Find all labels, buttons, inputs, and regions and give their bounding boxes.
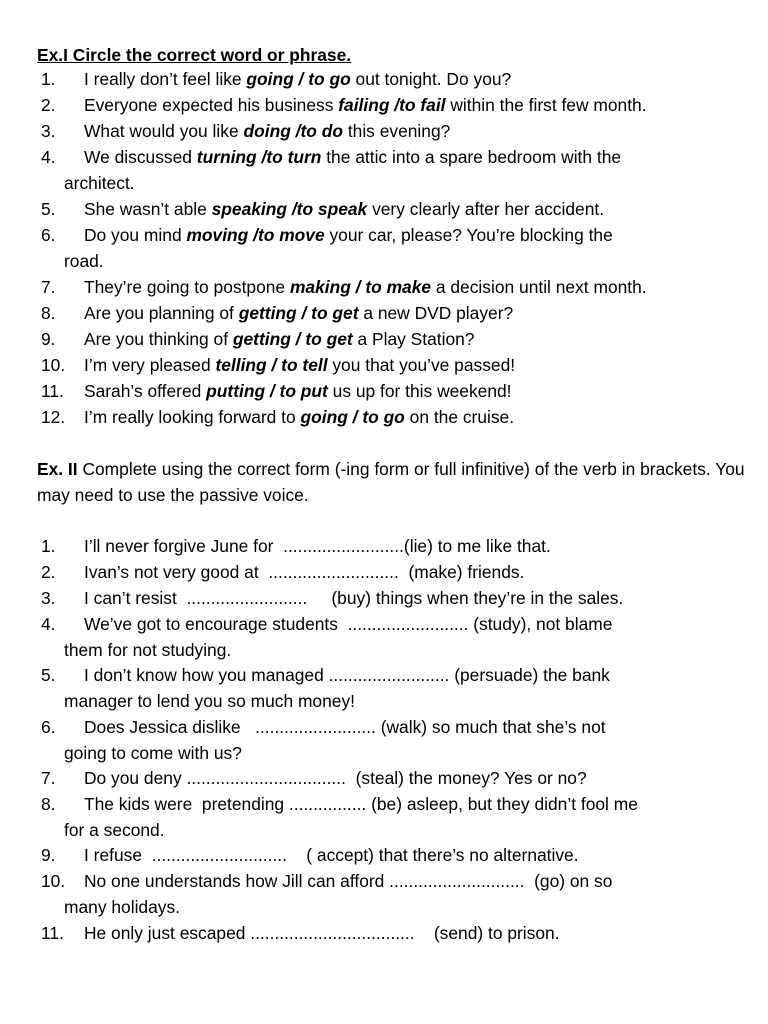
item-sentence — [84, 223, 613, 249]
item-number: 3. — [41, 121, 56, 141]
sentence-continuation: them for not studying. — [64, 639, 232, 660]
item-sentence — [84, 197, 604, 223]
sentence-continuation: for a second. — [64, 819, 165, 840]
item-number: 2. — [41, 562, 56, 582]
item-sentence — [84, 327, 474, 353]
fill-in-sentence[interactable]: The kids were pretending ................ (be) asleep, but they didn’t fool me — [84, 794, 638, 814]
exercise-2-heading — [37, 457, 757, 509]
sentence-start: What would you like — [84, 121, 244, 141]
sentence-start: Do you mind — [84, 225, 187, 245]
item-number: 11. — [41, 923, 64, 943]
item-number: 9. — [41, 845, 56, 865]
sentence-end: within the first few month. — [445, 95, 647, 115]
answer-options[interactable]: turning /to turn — [196, 147, 322, 167]
sentence-end: a decision until next month. — [431, 277, 647, 297]
fill-in-sentence[interactable]: Does Jessica dislike ......................... (walk) so much that she’s not — [84, 717, 606, 737]
item-sentence — [84, 379, 512, 405]
sentence-end: a Play Station? — [352, 329, 475, 349]
sentence-start: They’re going to postpone — [84, 277, 290, 297]
item-number: 6. — [41, 717, 56, 737]
fill-in-sentence[interactable]: I don’t know how you managed ......................... (persuade) the bank — [84, 665, 610, 685]
item-number: 10. — [41, 355, 66, 375]
item-sentence — [84, 301, 513, 327]
item-number: 2. — [41, 95, 56, 115]
fill-in-sentence[interactable]: No one understands how Jill can afford ............................ (go) on so — [84, 871, 613, 891]
item-number: 5. — [41, 199, 56, 219]
fill-in-sentence[interactable]: I can’t resist ......................... (buy) things when they’re in the sales. — [84, 588, 624, 608]
sentence-end: your car, please? You’re blocking the — [324, 225, 613, 245]
item-number: 8. — [41, 794, 56, 814]
answer-options[interactable]: speaking /to speak — [211, 199, 368, 219]
sentence-continuation: road. — [64, 251, 104, 271]
item-number: 12. — [41, 407, 66, 427]
sentence-start: She wasn’t able — [84, 199, 212, 219]
fill-in-sentence[interactable]: We’ve got to encourage students ......................... (study), not blame — [84, 614, 613, 634]
item-number: 9. — [41, 329, 56, 349]
answer-options[interactable]: failing /to fail — [338, 95, 446, 115]
sentence-start: I’m very pleased — [84, 355, 216, 375]
sentence-continuation: many holidays. — [64, 896, 180, 917]
item-number: 6. — [41, 225, 56, 245]
exercise-2-instruction: Complete using the correct form (-ing form or full infinitive) of the verb in brackets. You may need to use the passive voice. — [37, 459, 745, 505]
item-number: 4. — [41, 147, 56, 167]
answer-options[interactable]: getting / to get — [238, 303, 359, 323]
exercise-2-label: Ex. II — [37, 459, 78, 479]
answer-options[interactable]: getting / to get — [232, 329, 353, 349]
sentence-end: us up for this weekend! — [327, 381, 512, 401]
sentence-continuation: manager to lend you so much money! — [64, 690, 355, 711]
answer-options[interactable]: putting / to put — [206, 381, 328, 401]
item-number: 1. — [41, 69, 56, 89]
sentence-continuation: going to come with us? — [64, 742, 242, 763]
fill-in-sentence[interactable]: Do you deny ................................. (steal) the money? Yes or no? — [84, 768, 587, 788]
item-sentence — [84, 93, 647, 119]
item-number: 7. — [41, 768, 56, 788]
sentence-end: out tonight. Do you? — [350, 69, 512, 89]
answer-options[interactable]: going / to go — [246, 69, 351, 89]
fill-in-sentence[interactable]: He only just escaped .................................. (send) to prison. — [84, 923, 560, 943]
answer-options[interactable]: telling / to tell — [215, 355, 328, 375]
item-sentence — [84, 67, 511, 93]
item-number: 4. — [41, 614, 56, 634]
sentence-start: I really don’t feel like — [84, 69, 247, 89]
item-number: 1. — [41, 536, 56, 556]
answer-options[interactable]: making / to make — [289, 277, 432, 297]
fill-in-sentence[interactable]: I refuse ............................ ( accept) that there’s no alternative. — [84, 845, 579, 865]
sentence-start: Are you planning of — [84, 303, 239, 323]
item-sentence — [84, 405, 514, 431]
item-sentence — [84, 353, 515, 379]
item-number: 5. — [41, 665, 56, 685]
item-sentence — [84, 119, 450, 145]
answer-options[interactable]: moving /to move — [186, 225, 325, 245]
sentence-start: Are you thinking of — [84, 329, 233, 349]
sentence-end: very clearly after her accident. — [367, 199, 605, 219]
fill-in-sentence[interactable]: Ivan’s not very good at ........................... (make) friends. — [84, 562, 525, 582]
sentence-start: We discussed — [84, 147, 197, 167]
sentence-start: Sarah’s offered — [84, 381, 207, 401]
sentence-start: I’m really looking forward to — [84, 407, 301, 427]
sentence-end: a new DVD player? — [358, 303, 514, 323]
answer-options[interactable]: doing /to do — [243, 121, 343, 141]
item-number: 7. — [41, 277, 56, 297]
item-sentence — [84, 145, 621, 171]
answer-options[interactable]: going / to go — [300, 407, 405, 427]
sentence-end: the attic into a spare bedroom with the — [321, 147, 622, 167]
sentence-end: you that you’ve passed! — [327, 355, 516, 375]
sentence-end: this evening? — [342, 121, 451, 141]
item-number: 10. — [41, 871, 66, 891]
exercise-1-heading: Ex.I Circle the correct word or phrase. — [37, 45, 352, 65]
sentence-end: on the cruise. — [404, 407, 515, 427]
item-number: 3. — [41, 588, 56, 608]
sentence-continuation: architect. — [64, 173, 135, 193]
sentence-start: Everyone expected his business — [84, 95, 339, 115]
fill-in-sentence[interactable]: I’ll never forgive June for .........................(lie) to me like that. — [84, 536, 551, 556]
item-sentence — [84, 275, 647, 301]
item-number: 8. — [41, 303, 56, 323]
item-number: 11. — [41, 381, 64, 401]
